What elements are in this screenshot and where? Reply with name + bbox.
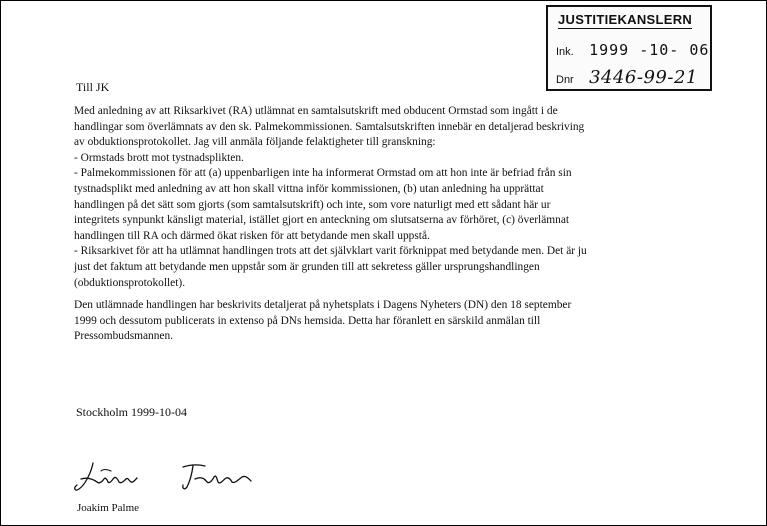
- salutation: Till JK: [76, 80, 110, 94]
- body-line: 1999 och dessutom publicerats in extenso på DNs hemsida. Detta har föranlett en särskild anmälan till: [74, 314, 541, 327]
- body-line: Den utlämnade handlingen har beskrivits detaljerat på nyhetsplats i Dagens Nyheters (DN) den 18 september: [74, 299, 572, 312]
- stamp-received-date: 1999 -10- 06: [589, 41, 710, 59]
- signer-name: Joakim Palme: [77, 502, 140, 514]
- stamp-case-number-label: Dnr: [556, 74, 574, 86]
- paragraph-publication: [74, 298, 686, 345]
- handwritten-signature: [71, 449, 271, 495]
- stamp-title: JUSTITIEKANSLERN: [558, 12, 693, 27]
- paragraph-spacer: [74, 291, 686, 298]
- body-line: - Riksarkivet för att ha utlämnat handlingen trots att det självklart varit förknippat med betydande men. Det är ju: [74, 245, 587, 258]
- body-line: - Palmekommissionen för att (a) uppenbarligen inte ha informerat Ormstad om att hon inte är befriad från sin: [74, 167, 572, 180]
- body-line: (obduktionsprotokollet).: [74, 276, 186, 289]
- paragraph-complaint: [74, 104, 686, 291]
- body-line: Med anledning av att Riksarkivet (RA) utlämnat en samtalsutskrift med obducent Ormstad som ingått i de: [74, 105, 558, 117]
- place-and-date: Stockholm 1999-10-04: [76, 405, 187, 419]
- body-line: handlingen på det sätt som gjorts (som samtalsutskrift) och inte, som vore naturligt med ett sådant här ur: [74, 198, 551, 211]
- body-line: av obduktionsprotokollet. Jag vill anmäla följande felaktigheter till granskning:: [74, 136, 436, 149]
- body-line: just det faktum att betydande men uppstår som är grunden till att sekretess gäller ursprungshandlingen: [74, 260, 540, 273]
- body-line: tystnadsplikt med anledning av att hon skall vittna inför kommissionen, (b) utan anledning ha upprättat: [74, 182, 544, 195]
- body-line: Pressombudsmannen.: [74, 330, 174, 343]
- stamp-case-number-row: [556, 67, 698, 88]
- stamp-received-label: Ink.: [556, 46, 574, 58]
- stamp-case-number: 3446-99-21: [589, 67, 698, 88]
- body-line: handlingen till RA och därmed ökat risken för att betydande men skall uppstå.: [74, 229, 430, 242]
- letter-body: [74, 104, 686, 345]
- body-line: - Ormstads brott mot tystnadsplikten.: [74, 151, 244, 164]
- body-line: handlingar som överlämnats av den sk. Palmekommissionen. Samtalsutskriften innebär en detaljerad beskriving: [74, 120, 585, 133]
- body-line: integritets synpunkt känsligt material, istället gjort en anteckning om slutsatserna av förhöret, (c) överlämnat: [74, 214, 570, 227]
- registry-stamp: [546, 5, 712, 91]
- stamp-received-row: [556, 41, 709, 59]
